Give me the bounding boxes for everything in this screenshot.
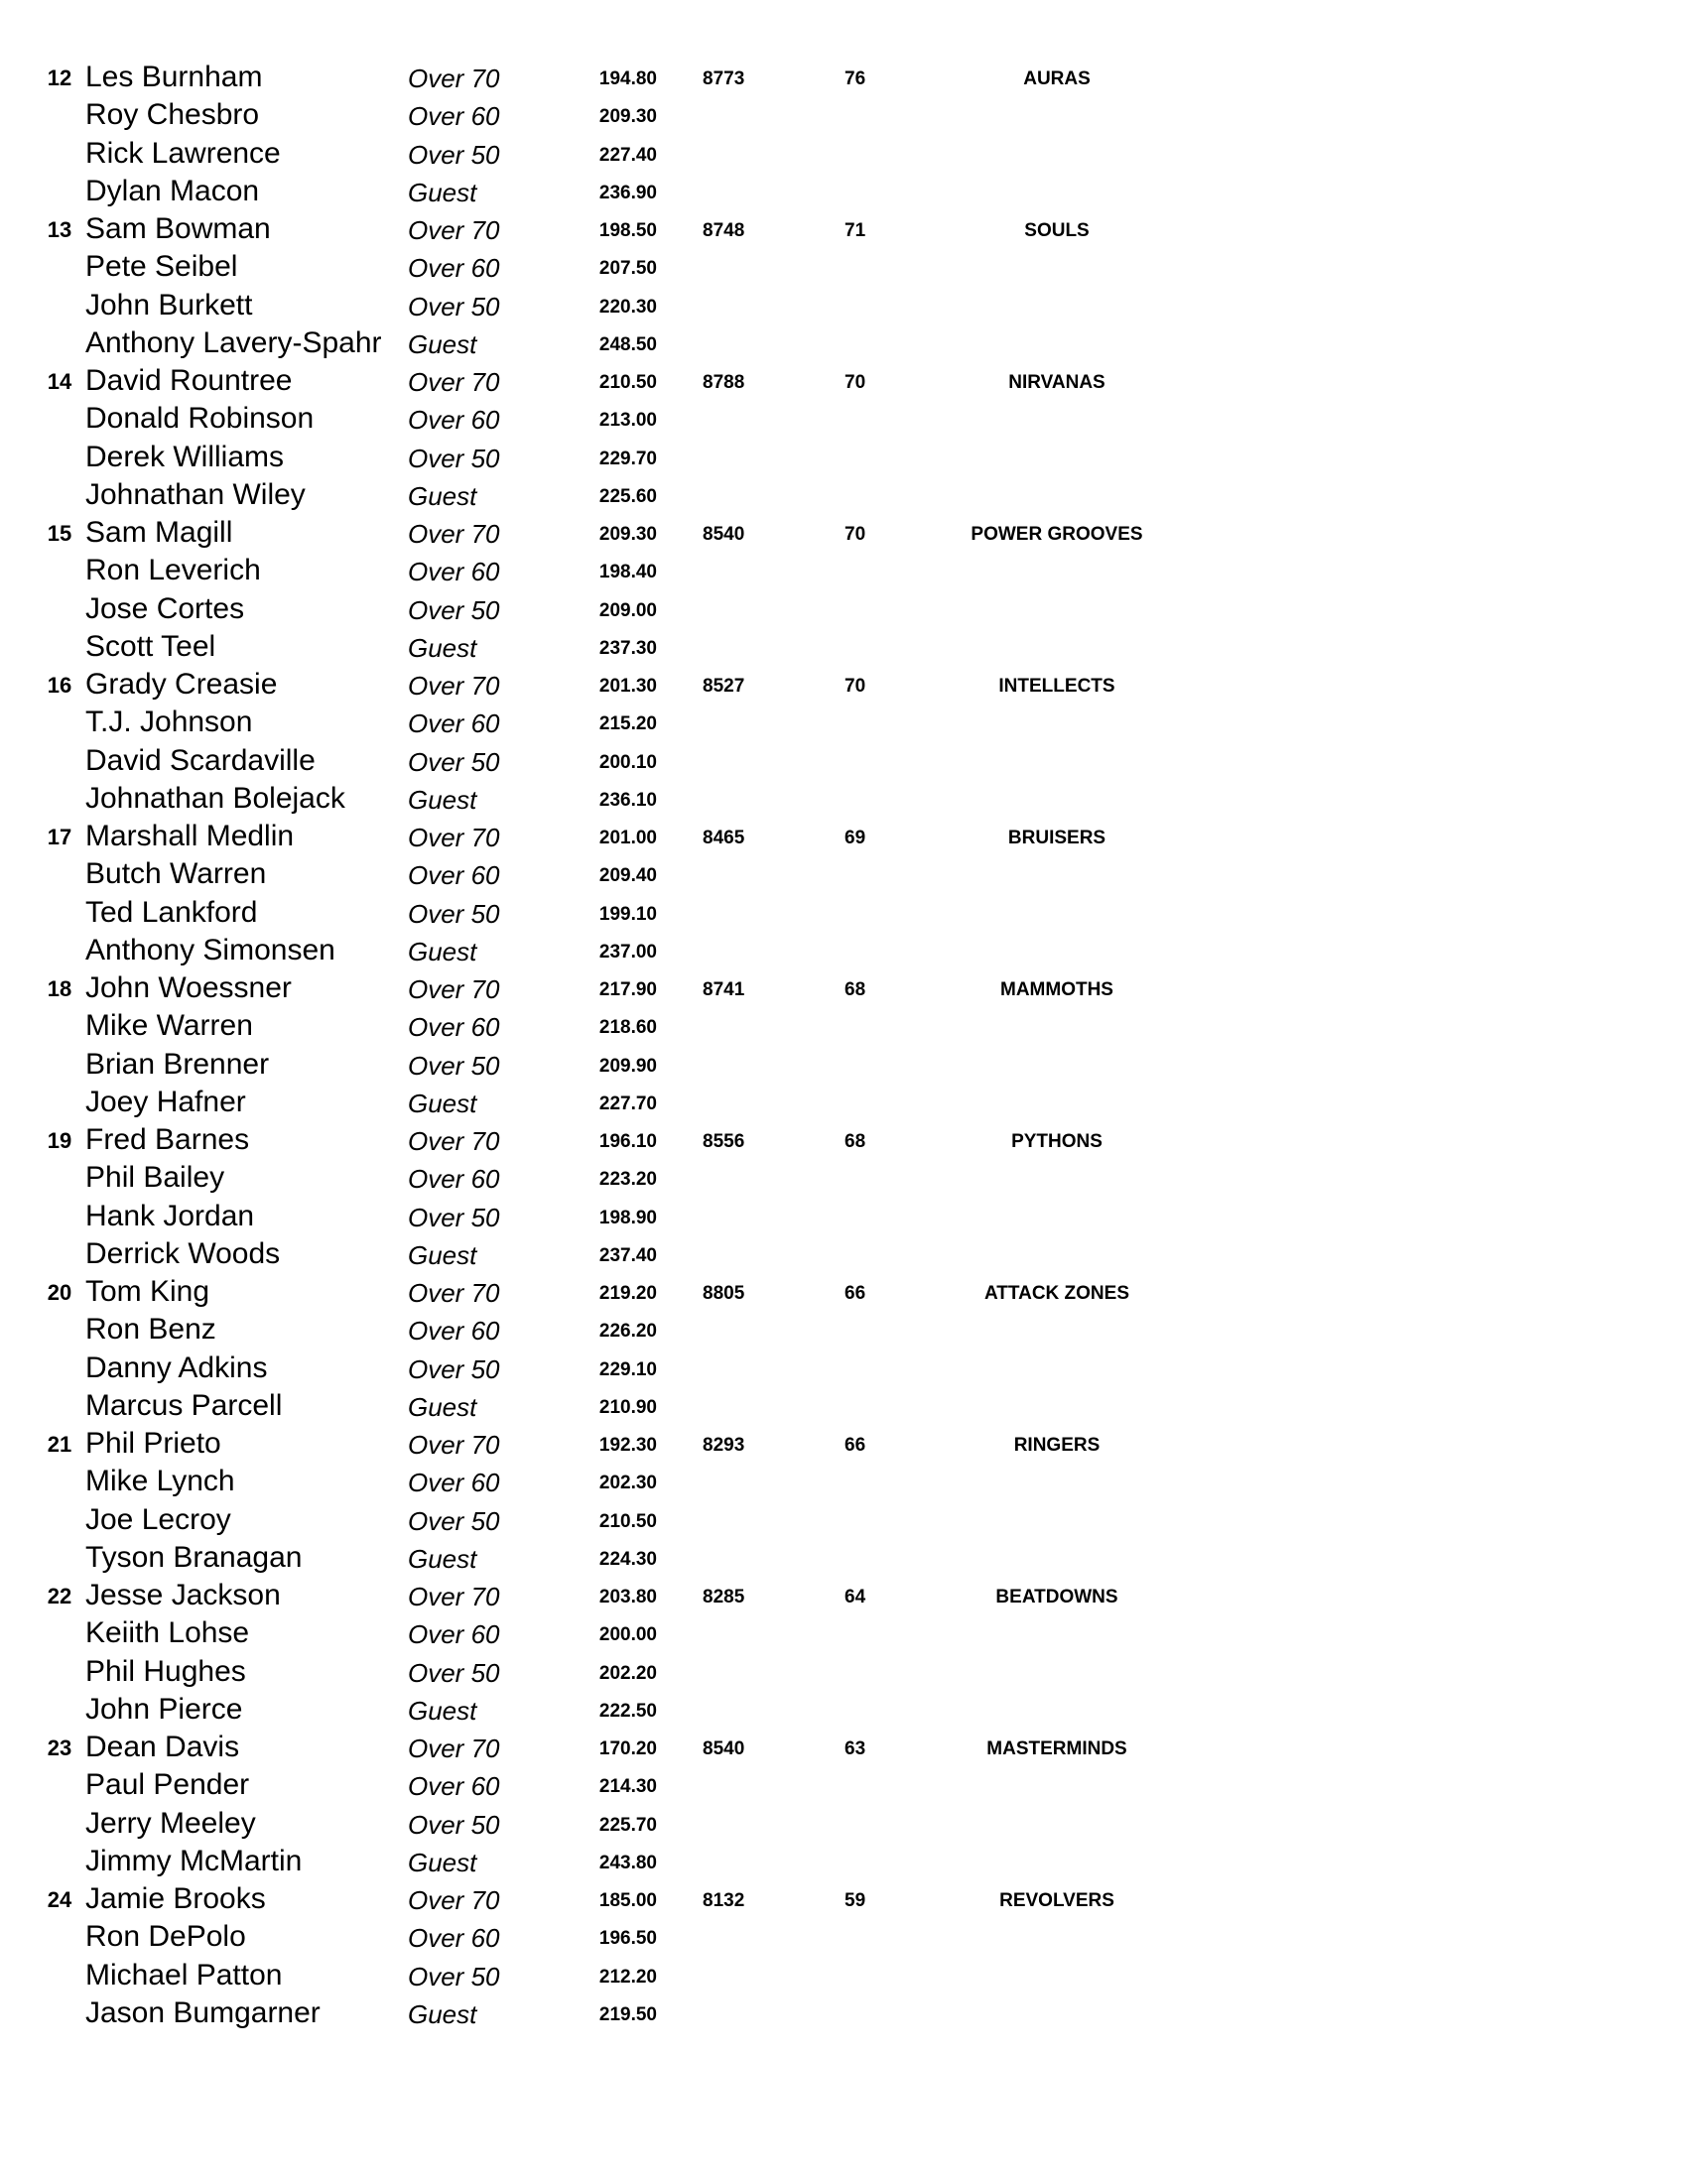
bowler-name: Derek Williams (85, 440, 285, 473)
bowler-average: 243.80 (598, 1852, 657, 1873)
bowler-average: 200.10 (598, 751, 657, 773)
bowler-row (0, 288, 1688, 325)
bowler-row (0, 1047, 1688, 1085)
bowler-division: Guest (408, 328, 477, 359)
bowler-name: Scott Teel (85, 629, 216, 663)
bowler-name: Sam Bowman (85, 212, 271, 245)
bowler-division: Over 60 (408, 1316, 500, 1347)
team-pins: 8132 (703, 1890, 745, 1911)
bowler-name: Sam Magill (85, 516, 233, 549)
bowler-row (0, 1692, 1688, 1730)
bowler-average: 209.30 (598, 106, 657, 128)
bowler-division: Guest (408, 177, 477, 207)
bowler-name: Johnathan Wiley (85, 477, 306, 511)
team-name: SOULS (1024, 220, 1090, 241)
team-block (0, 60, 1688, 211)
bowler-average: 212.20 (598, 1966, 657, 1988)
bowler-name: Jason Bumgarner (85, 1995, 321, 2029)
team-pins: 8285 (703, 1587, 745, 1607)
bowler-average: 217.90 (598, 979, 657, 1000)
bowler-average: 209.90 (598, 1055, 657, 1077)
bowler-name: Grady Creasie (85, 668, 278, 701)
team-name: AURAS (1023, 68, 1091, 89)
team-rank: 22 (47, 1584, 72, 1608)
bowler-row (0, 1199, 1688, 1236)
bowler-division: Over 60 (408, 1012, 500, 1043)
bowler-division: Over 50 (408, 746, 500, 777)
bowler-average: 209.30 (598, 524, 657, 545)
bowler-average: 237.40 (598, 1244, 657, 1266)
bowler-row (0, 1388, 1688, 1426)
bowler-average: 203.80 (598, 1587, 657, 1607)
bowler-name: Butch Warren (85, 857, 267, 891)
team-name: NIRVANAS (1008, 372, 1105, 393)
team-rank: 24 (47, 1887, 72, 1912)
bowler-average: 198.40 (598, 562, 657, 583)
bowler-division: Over 60 (408, 1468, 500, 1498)
bowler-name: Roy Chesbro (85, 98, 260, 132)
bowler-name: Paul Pender (85, 1768, 250, 1802)
bowler-average: 220.30 (598, 296, 657, 318)
team-points: 63 (844, 1738, 866, 1759)
bowler-average: 218.60 (598, 1017, 657, 1039)
bowler-name: Anthony Simonsen (85, 933, 335, 966)
bowler-row (0, 705, 1688, 742)
bowler-division: Over 70 (408, 519, 500, 549)
bowler-division: Guest (408, 632, 477, 663)
bowler-average: 185.00 (598, 1890, 657, 1911)
bowler-name: Les Burnham (85, 61, 263, 93)
bowler-division: Over 70 (408, 64, 500, 93)
bowler-average: 229.70 (598, 448, 657, 469)
bowler-division: Guest (408, 1543, 477, 1574)
bowler-average: 202.20 (598, 1662, 657, 1684)
team-points: 66 (844, 1283, 866, 1304)
team-rank: 15 (47, 521, 72, 546)
team-name: ATTACK ZONES (983, 1283, 1129, 1304)
team-pins: 8293 (703, 1435, 745, 1456)
bowler-row (0, 933, 1688, 970)
team-block (0, 1426, 1688, 1578)
bowler-row (0, 1540, 1688, 1578)
bowler-row (0, 1122, 1688, 1160)
bowler-row (0, 97, 1688, 135)
bowler-row (0, 1767, 1688, 1805)
team-rank: 20 (47, 1280, 72, 1305)
bowler-row (0, 1464, 1688, 1501)
bowler-division: Over 50 (408, 1961, 500, 1991)
bowler-name: Phil Bailey (85, 1161, 225, 1195)
team-name: MAMMOTHS (1000, 979, 1113, 1000)
bowler-average: 236.90 (598, 182, 657, 203)
bowler-division: Over 60 (408, 1619, 500, 1650)
team-rank: 19 (47, 1128, 72, 1153)
team-points: 68 (844, 1131, 866, 1152)
bowler-name: Brian Brenner (85, 1047, 270, 1081)
bowler-row (0, 970, 1688, 1008)
bowler-average: 201.30 (598, 676, 657, 697)
bowler-name: Ron Leverich (85, 554, 261, 587)
bowler-average: 210.50 (598, 1510, 657, 1532)
bowler-division: Over 70 (408, 1126, 500, 1156)
bowler-name: Jimmy McMartin (85, 1844, 303, 1877)
bowler-row (0, 249, 1688, 287)
bowler-name: Phil Prieto (85, 1427, 221, 1460)
team-pins: 8773 (703, 68, 745, 89)
bowler-division: Over 50 (408, 291, 500, 321)
bowler-name: Danny Adkins (85, 1350, 268, 1384)
bowler-average: 201.00 (598, 828, 657, 848)
bowler-average: 226.20 (598, 1321, 657, 1343)
bowler-name: Derrick Woods (85, 1236, 281, 1270)
bowler-row (0, 781, 1688, 819)
bowler-name: John Burkett (85, 288, 253, 321)
team-block (0, 1122, 1688, 1274)
bowler-row (0, 1615, 1688, 1653)
team-block (0, 1881, 1688, 2033)
bowler-name: Rick Lawrence (85, 136, 281, 170)
team-rank: 13 (47, 217, 72, 242)
team-points: 64 (844, 1587, 866, 1607)
team-rank: 14 (47, 369, 72, 394)
bowler-average: 237.30 (598, 637, 657, 659)
bowler-row (0, 477, 1688, 515)
bowler-name: Keiith Lohse (85, 1616, 250, 1650)
bowler-name: Fred Barnes (85, 1123, 250, 1156)
bowler-average: 219.20 (598, 1283, 657, 1304)
bowler-average: 222.50 (598, 1700, 657, 1722)
bowler-division: Over 70 (408, 1278, 500, 1308)
bowler-division: Over 60 (408, 708, 500, 739)
bowler-row (0, 1426, 1688, 1464)
team-name: POWER GROOVES (971, 524, 1143, 545)
bowler-average: 227.40 (598, 144, 657, 166)
bowler-division: Over 50 (408, 1353, 500, 1384)
bowler-division: Over 60 (408, 253, 500, 284)
bowler-average: 210.50 (598, 372, 657, 393)
team-pins: 8540 (703, 1738, 745, 1759)
bowler-average: 199.10 (598, 903, 657, 925)
bowler-division: Over 50 (408, 594, 500, 625)
bowler-average: 223.20 (598, 1169, 657, 1191)
bowler-row (0, 1160, 1688, 1198)
bowler-name: John Pierce (85, 1692, 243, 1726)
bowler-name: David Rountree (85, 364, 293, 397)
bowler-division: Over 60 (408, 860, 500, 891)
bowler-name: Dylan Macon (85, 174, 260, 207)
team-block (0, 819, 1688, 970)
bowler-average: 207.50 (598, 258, 657, 280)
bowler-division: Over 70 (408, 215, 500, 245)
bowler-division: Over 50 (408, 1657, 500, 1688)
bowler-name: Donald Robinson (85, 402, 315, 436)
team-block (0, 1274, 1688, 1426)
bowler-average: 225.70 (598, 1814, 657, 1836)
bowler-division: Guest (408, 1239, 477, 1270)
bowler-average: 192.30 (598, 1435, 657, 1456)
team-name: BEATDOWNS (995, 1587, 1118, 1607)
team-points: 70 (844, 676, 866, 697)
team-name: MASTERMINDS (986, 1738, 1127, 1759)
bowler-division: Over 50 (408, 898, 500, 929)
bowler-name: Pete Seibel (85, 250, 238, 284)
bowler-average: 198.50 (598, 220, 657, 241)
bowler-division: Guest (408, 784, 477, 815)
bowler-row (0, 1312, 1688, 1349)
team-pins: 8748 (703, 220, 745, 241)
bowler-division: Over 50 (408, 443, 500, 473)
team-points: 59 (844, 1890, 866, 1911)
bowler-average: 170.20 (598, 1738, 657, 1759)
team-block (0, 1578, 1688, 1730)
team-name: REVOLVERS (999, 1890, 1114, 1911)
bowler-average: 229.10 (598, 1358, 657, 1380)
bowler-name: Ron Benz (85, 1313, 216, 1347)
bowler-division: Over 70 (408, 1582, 500, 1611)
bowler-row (0, 856, 1688, 894)
team-points: 76 (844, 68, 866, 89)
bowler-average: 202.30 (598, 1473, 657, 1494)
bowler-division: Over 60 (408, 405, 500, 436)
bowler-row (0, 325, 1688, 363)
bowler-name: Phil Hughes (85, 1654, 246, 1688)
bowler-row (0, 440, 1688, 477)
team-rank: 12 (47, 65, 72, 90)
team-rank: 16 (47, 673, 72, 698)
bowler-name: Jerry Meeley (85, 1806, 256, 1840)
bowler-name: Anthony Lavery-Spahr (85, 325, 382, 359)
bowler-division: Guest (408, 1695, 477, 1726)
standings-list (0, 60, 1688, 2033)
bowler-row (0, 1654, 1688, 1692)
team-rank: 18 (47, 976, 72, 1001)
bowler-division: Over 60 (408, 1923, 500, 1954)
bowler-row (0, 174, 1688, 211)
team-name: INTELLECTS (998, 676, 1115, 697)
bowler-average: 227.70 (598, 1092, 657, 1114)
bowler-name: Joey Hafner (85, 1085, 246, 1118)
bowler-row (0, 895, 1688, 933)
bowler-name: Jose Cortes (85, 591, 245, 625)
bowler-average: 200.00 (598, 1624, 657, 1646)
bowler-row (0, 1958, 1688, 1995)
bowler-division: Over 70 (408, 671, 500, 701)
bowler-name: Dean Davis (85, 1731, 240, 1763)
bowler-name: Hank Jordan (85, 1199, 255, 1232)
team-points: 69 (844, 828, 866, 848)
bowler-division: Over 70 (408, 974, 500, 1004)
bowler-row (0, 591, 1688, 629)
team-points: 68 (844, 979, 866, 1000)
bowler-row (0, 1502, 1688, 1540)
team-block (0, 970, 1688, 1122)
team-pins: 8741 (703, 979, 745, 1000)
team-pins: 8788 (703, 372, 745, 393)
bowler-name: Jamie Brooks (85, 1882, 266, 1915)
bowler-name: Marcus Parcell (85, 1388, 283, 1422)
bowler-row (0, 819, 1688, 856)
bowler-division: Guest (408, 480, 477, 511)
bowler-name: Johnathan Bolejack (85, 781, 345, 815)
bowler-row (0, 136, 1688, 174)
bowler-row (0, 629, 1688, 667)
bowler-name: Tom King (85, 1275, 210, 1308)
bowler-division: Guest (408, 1391, 477, 1422)
team-pins: 8805 (703, 1283, 745, 1304)
team-block (0, 211, 1688, 363)
bowler-average: 215.20 (598, 713, 657, 735)
bowler-name: David Scardaville (85, 743, 316, 777)
bowler-row (0, 211, 1688, 249)
bowler-division: Over 60 (408, 1164, 500, 1195)
bowler-division: Guest (408, 1847, 477, 1877)
bowler-division: Over 50 (408, 1809, 500, 1840)
bowler-division: Over 70 (408, 1885, 500, 1915)
bowler-average: 198.90 (598, 1207, 657, 1228)
bowler-name: Jesse Jackson (85, 1579, 281, 1611)
bowler-division: Over 60 (408, 557, 500, 587)
bowler-average: 236.10 (598, 789, 657, 811)
bowler-name: T.J. Johnson (85, 706, 253, 739)
team-rank: 17 (47, 825, 72, 849)
team-pins: 8540 (703, 524, 745, 545)
bowler-row (0, 1274, 1688, 1312)
team-name: BRUISERS (1007, 828, 1106, 848)
team-rank: 23 (47, 1735, 72, 1760)
bowler-row (0, 667, 1688, 705)
bowler-division: Over 70 (408, 367, 500, 397)
bowler-average: 209.00 (598, 599, 657, 621)
bowler-average: 224.30 (598, 1548, 657, 1570)
bowler-row (0, 515, 1688, 553)
bowler-division: Over 70 (408, 823, 500, 852)
bowler-name: Ted Lankford (85, 895, 258, 929)
bowler-average: 196.50 (598, 1928, 657, 1950)
team-name: RINGERS (1013, 1435, 1101, 1456)
team-points: 71 (844, 220, 866, 241)
bowler-division: Guest (408, 1998, 477, 2029)
bowler-name: Marshall Medlin (85, 820, 295, 852)
bowler-row (0, 1350, 1688, 1388)
team-pins: 8527 (703, 676, 745, 697)
bowler-division: Over 50 (408, 1202, 500, 1232)
bowler-average: 196.10 (598, 1131, 657, 1152)
bowler-division: Over 50 (408, 1505, 500, 1536)
bowler-average: 219.50 (598, 2003, 657, 2025)
bowler-row (0, 363, 1688, 401)
bowler-row (0, 1919, 1688, 1957)
team-pins: 8465 (703, 828, 745, 848)
bowler-division: Over 50 (408, 139, 500, 170)
bowler-division: Guest (408, 936, 477, 966)
bowler-division: Over 70 (408, 1430, 500, 1460)
team-points: 70 (844, 372, 866, 393)
bowler-average: 210.90 (598, 1396, 657, 1418)
bowler-row (0, 1578, 1688, 1615)
bowler-row (0, 1844, 1688, 1881)
bowler-average: 237.00 (598, 941, 657, 963)
bowler-row (0, 1730, 1688, 1767)
team-block (0, 363, 1688, 515)
bowler-division: Over 70 (408, 1734, 500, 1763)
bowler-name: Mike Lynch (85, 1465, 235, 1498)
bowler-average: 225.60 (598, 485, 657, 507)
bowler-name: Tyson Branagan (85, 1540, 303, 1574)
bowler-row (0, 1806, 1688, 1844)
bowler-row (0, 60, 1688, 97)
bowler-row (0, 1236, 1688, 1274)
bowler-average: 209.40 (598, 865, 657, 887)
bowler-average: 213.00 (598, 410, 657, 432)
bowler-average: 248.50 (598, 333, 657, 355)
bowler-row (0, 1881, 1688, 1919)
bowler-division: Over 60 (408, 101, 500, 132)
bowler-row (0, 401, 1688, 439)
bowler-name: Michael Patton (85, 1958, 283, 1991)
bowler-average: 194.80 (598, 68, 657, 89)
bowler-row (0, 1085, 1688, 1122)
bowler-row (0, 1008, 1688, 1046)
team-points: 70 (844, 524, 866, 545)
bowler-row (0, 553, 1688, 590)
bowler-name: Joe Lecroy (85, 1502, 231, 1536)
bowler-name: Mike Warren (85, 1009, 253, 1043)
team-name: PYTHONS (1011, 1131, 1103, 1152)
team-rank: 21 (47, 1432, 72, 1457)
bowler-average: 214.30 (598, 1776, 657, 1798)
team-block (0, 1730, 1688, 1881)
bowler-row (0, 1995, 1688, 2033)
bowler-division: Guest (408, 1088, 477, 1118)
bowler-name: Ron DePolo (85, 1920, 246, 1954)
team-points: 66 (844, 1435, 866, 1456)
bowler-division: Over 60 (408, 1771, 500, 1802)
team-block (0, 515, 1688, 667)
team-block (0, 667, 1688, 819)
bowler-row (0, 743, 1688, 781)
bowler-name: John Woessner (85, 971, 292, 1004)
bowler-division: Over 50 (408, 1050, 500, 1081)
team-pins: 8556 (703, 1131, 745, 1152)
